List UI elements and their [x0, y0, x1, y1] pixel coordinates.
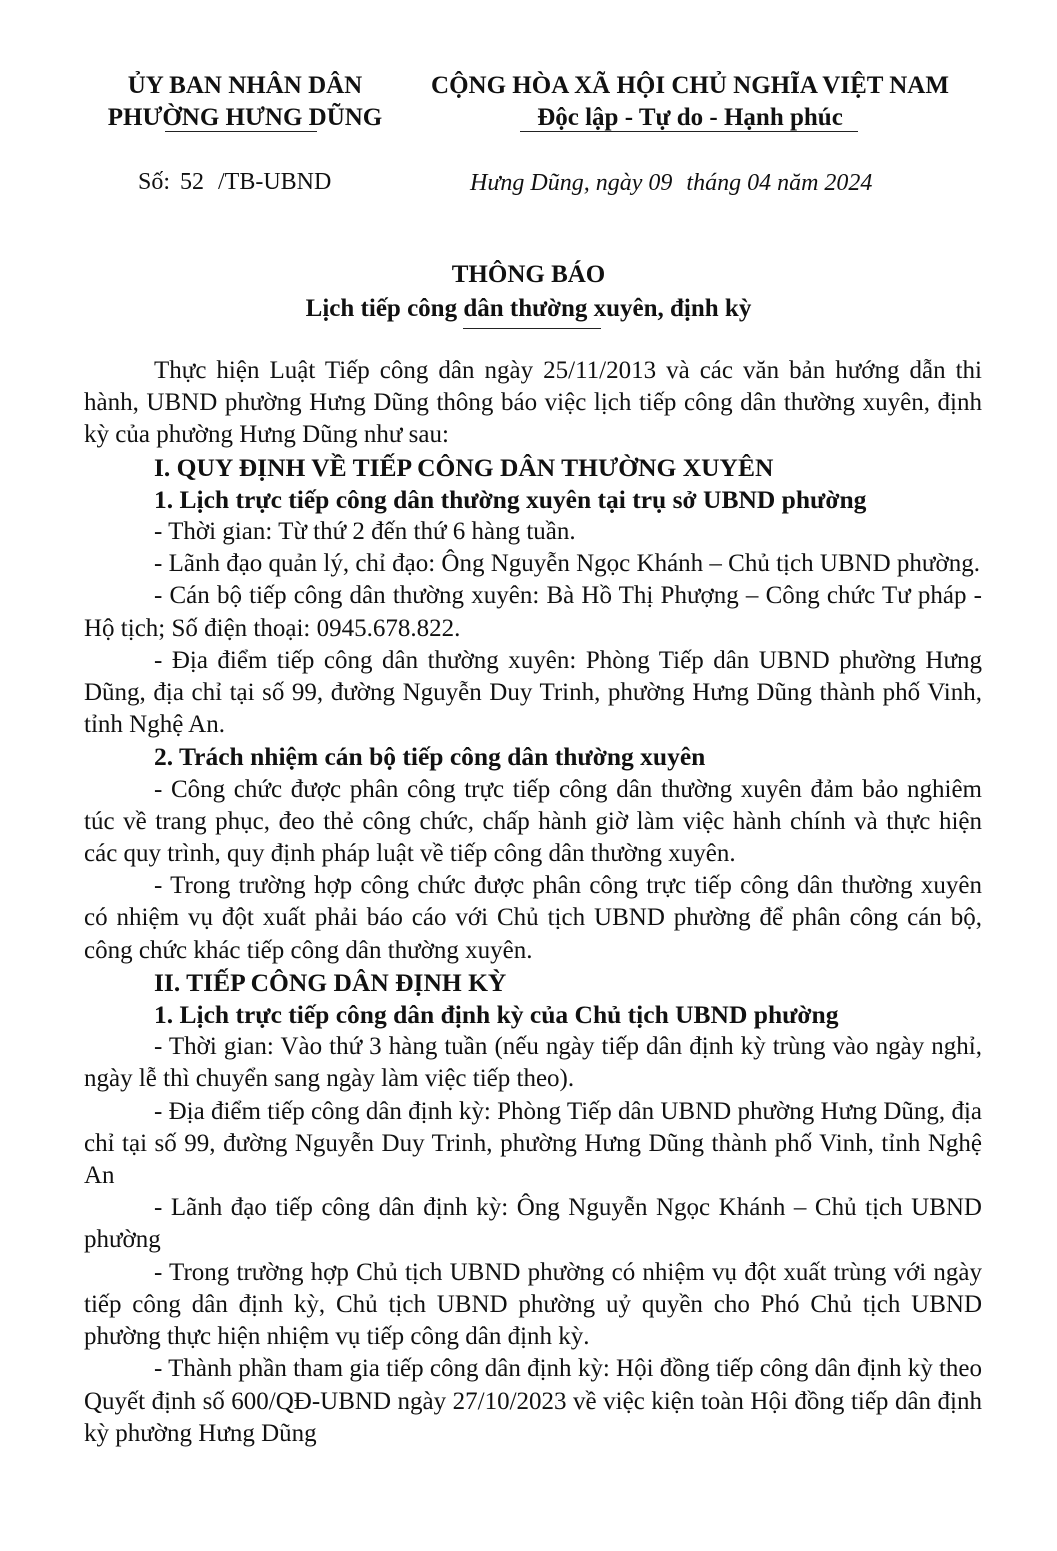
- section-1-1-item: - Lãnh đạo quản lý, chỉ đạo: Ông Nguyễn Ngọc Khánh – Chủ tịch UBND phường.: [154, 550, 980, 578]
- section-1-heading: I. QUY ĐỊNH VỀ TIẾP CÔNG DÂN THƯỜNG XUYÊN: [154, 452, 774, 482]
- date-place: Hưng Dũng, ngày 09: [470, 170, 673, 196]
- place-date-line: [470, 168, 872, 198]
- agency-name: ỦY BAN NHÂN DÂN: [127, 72, 363, 99]
- section-2-1-item: - Thời gian: Vào thứ 3 hàng tuần (nếu ngày tiếp dân định kỳ trùng vào ngày nghỉ, ngày lễ thì chuyển sang ngày làm việc tiếp theo).: [84, 1033, 982, 1093]
- agency-ward: PHƯỜNG HƯNG DŨNG: [107, 104, 383, 131]
- agency-underline: [165, 131, 317, 132]
- notice-title-block: [0, 258, 1057, 326]
- motto-underline: [520, 131, 858, 132]
- document-header: [0, 70, 1057, 220]
- notice-subtitle: Lịch tiếp công dân thường xuyên, định kỳ: [305, 295, 752, 322]
- document-number: [138, 167, 331, 197]
- section-2-1-item: - Lãnh đạo tiếp công dân định kỳ: Ông Nguyễn Ngọc Khánh – Chủ tịch UBND phường: [84, 1194, 982, 1254]
- notice-title: THÔNG BÁO: [451, 261, 606, 288]
- section-1-1-heading: 1. Lịch trực tiếp công dân thường xuyên tại trụ sở UBND phường: [154, 484, 867, 514]
- section-2-1-item: - Trong trường hợp Chủ tịch UBND phường có nhiệm vụ đột xuất trùng với ngày tiếp công dân định kỳ, Chủ tịch UBND phường uỷ quyền cho Phó Chủ tịch UBND phường thực hiện nhiệm vụ tiếp công dân định kỳ.: [84, 1258, 982, 1351]
- section-2-1-heading: 1. Lịch trực tiếp công dân định kỳ của Chủ tịch UBND phường: [154, 1000, 839, 1030]
- nation-name: CỘNG HÒA XÃ HỘI CHỦ NGHĨA VIỆT NAM: [431, 72, 949, 99]
- section-1-1-item: - Cán bộ tiếp công dân thường xuyên: Bà Hồ Thị Phượng – Công chức Tư pháp - Hộ tịch; Số điện thoại: 0945.678.822.: [84, 582, 982, 642]
- document-body: [84, 355, 982, 1450]
- national-heading: [410, 70, 970, 134]
- section-2-1-item: - Địa điểm tiếp công dân định kỳ: Phòng Tiếp dân UBND phường Hưng Dũng, địa chỉ tại số 99, đường Nguyễn Duy Trinh, phường Hưng Dũng thành phố Vinh, tỉnh Nghệ An: [84, 1097, 982, 1190]
- section-1-1-item: - Thời gian: Từ thứ 2 đến thứ 6 hàng tuần.: [154, 518, 576, 546]
- doc-number-value: 52: [180, 169, 205, 195]
- section-1-1-item: - Địa điểm tiếp công dân thường xuyên: Phòng Tiếp dân UBND phường Hưng Dũng, địa chỉ tại số 99, đường Nguyễn Duy Trinh, phường Hưng Dũng thành phố Vinh, tỉnh Nghệ An.: [84, 646, 982, 739]
- issuing-agency: [90, 70, 400, 134]
- section-1-2-item: - Công chức được phân công trực tiếp công dân thường xuyên đảm bảo nghiêm túc về trang phục, đeo thẻ công chức, chấp hành giờ làm việc hành chính và thực hiện các quy trình, quy định pháp luật về tiếp công dân thường xuyên.: [84, 775, 982, 868]
- intro-paragraph: Thực hiện Luật Tiếp công dân ngày 25/11/2013 và các văn bản hướng dẫn thi hành, UBND phường Hưng Dũng thông báo việc lịch tiếp công dân thường xuyên, định kỳ của phường Hưng Dũng như sau:: [84, 357, 982, 449]
- section-2-heading: II. TIẾP CÔNG DÂN ĐỊNH KỲ: [154, 967, 507, 997]
- date-rest: tháng 04 năm 2024: [686, 170, 873, 196]
- section-1-2-item: - Trong trường hợp công chức được phân công trực tiếp công dân thường xuyên có nhiệm vụ đột xuất phải báo cáo với Chủ tịch UBND phường để phân công cán bộ, công chức khác tiếp công dân thường xuyên.: [84, 872, 982, 964]
- section-1-2-heading: 2. Trách nhiệm cán bộ tiếp công dân thường xuyên: [154, 742, 706, 772]
- doc-number-suffix: /TB-UBND: [218, 169, 332, 195]
- title-underline: [463, 328, 601, 329]
- doc-number-prefix: Số:: [138, 169, 171, 195]
- section-2-1-item: - Thành phần tham gia tiếp công dân định kỳ: Hội đồng tiếp công dân định kỳ theo Quyết định số 600/QĐ-UBND ngày 27/10/2023 về việc kiện toàn Hội đồng tiếp dân định kỳ phường Hưng Dũng: [84, 1355, 982, 1447]
- nation-motto: Độc lập - Tự do - Hạnh phúc: [537, 104, 843, 131]
